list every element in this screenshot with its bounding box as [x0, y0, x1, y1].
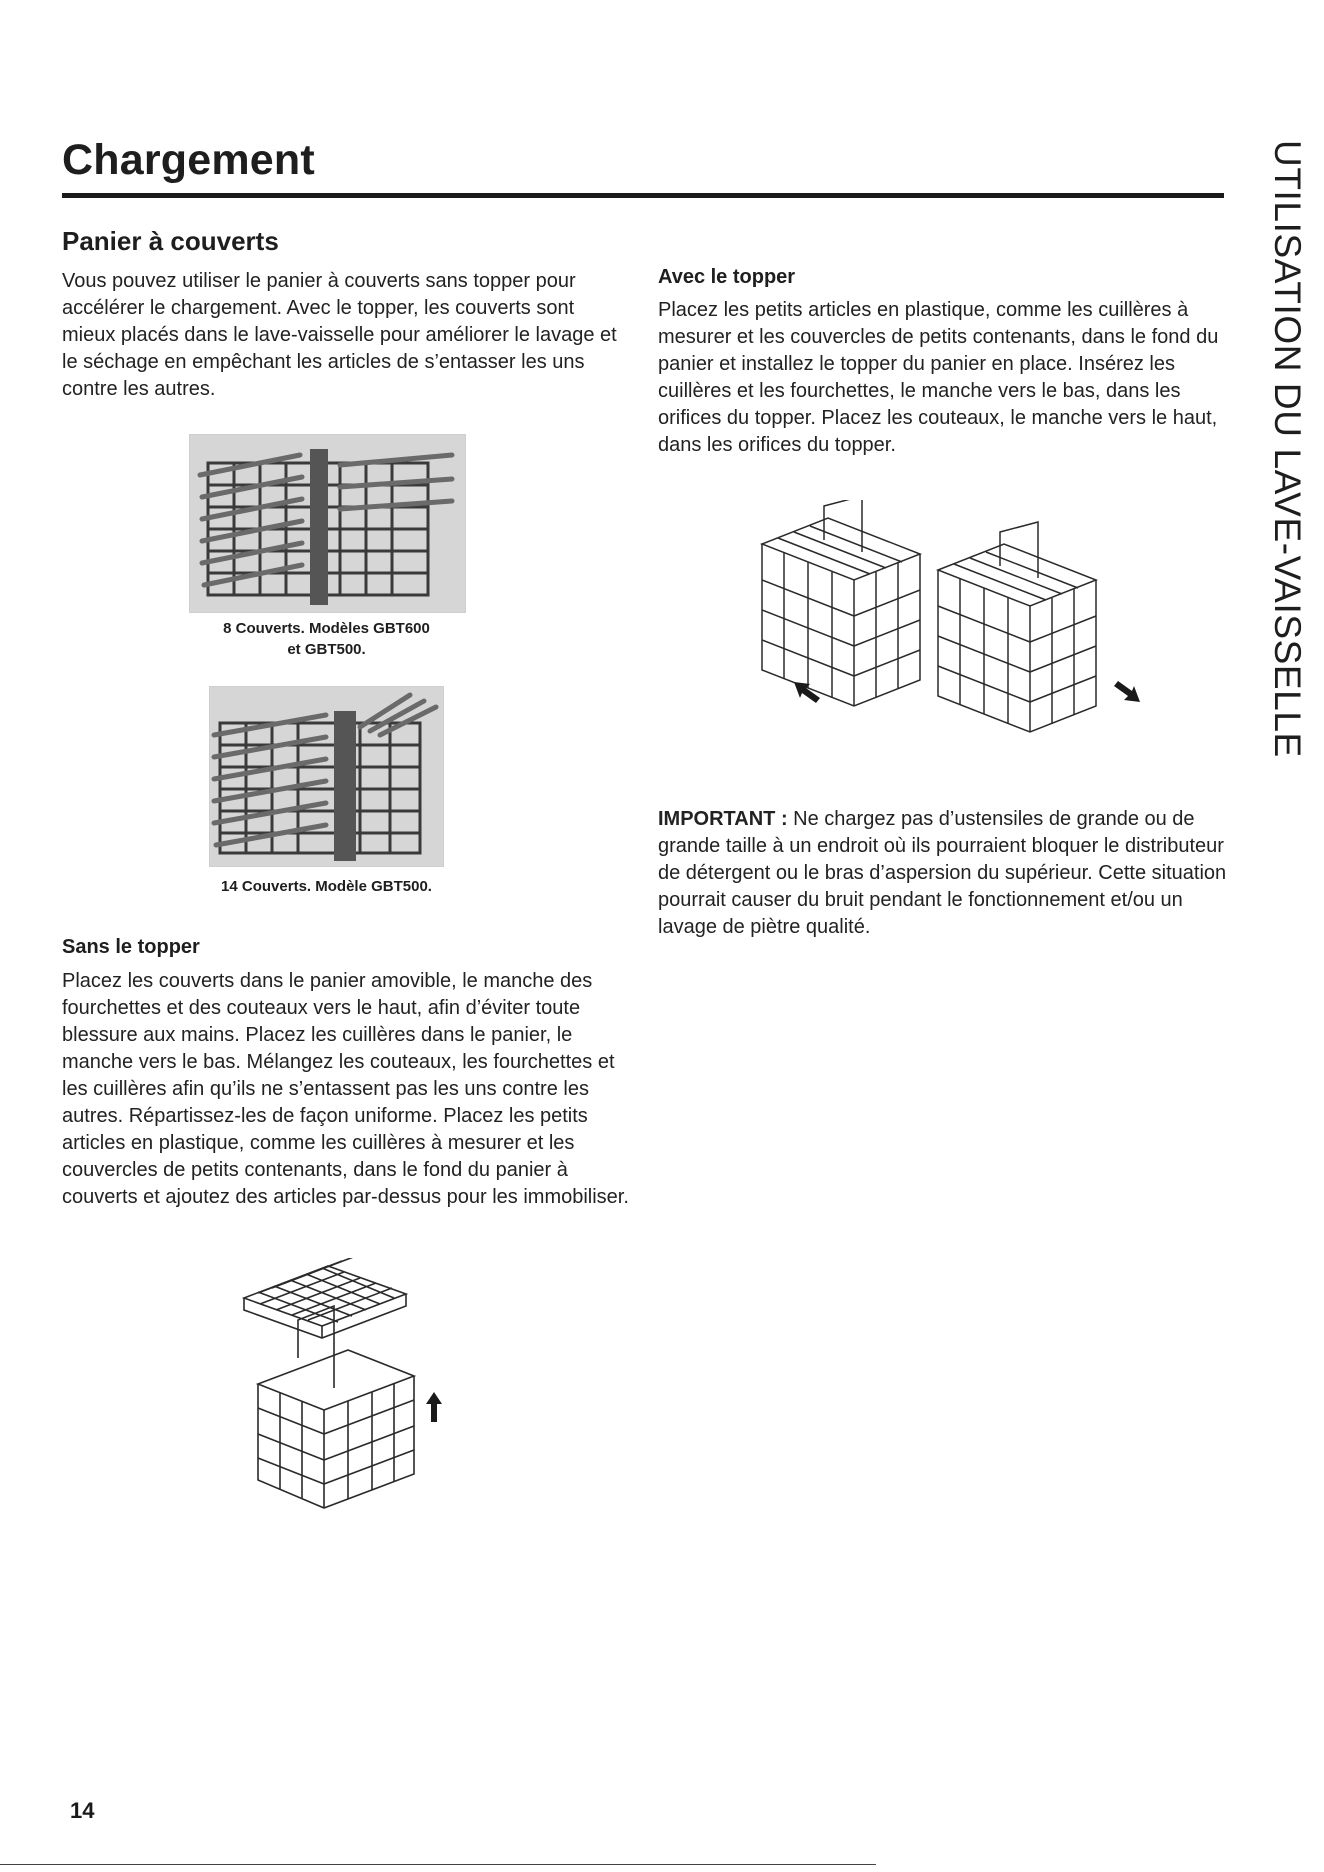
page-number: 14: [70, 1798, 95, 1823]
important-label: IMPORTANT :: [658, 808, 788, 830]
figure-caption-1: 8 Couverts. Modèles GBT600 et GBT500.: [223, 620, 430, 658]
page-title: Chargement: [62, 136, 315, 184]
sans-topper-heading: Sans le topper: [62, 936, 200, 958]
side-tab-label: UTILISATION DU LAVE-VAISSELLE: [1267, 140, 1308, 758]
side-tab: [1264, 140, 1308, 880]
title-rule: [62, 193, 1224, 198]
footer-line: [0, 1864, 876, 1865]
avec-topper-heading: Avec le topper: [658, 266, 796, 288]
photo-14-place-basket: [209, 686, 444, 867]
intro-paragraph: Vous pouvez utiliser le panier à couverts sans topper pour accélérer le chargement. Avec le topper, les couverts sont mieux placés dans le lave-vaisselle pour améliorer le lavage et le séchage en empêchant les articles de s’entasser les uns contre les autres.: [62, 270, 617, 400]
avec-topper-paragraph: Placez les petits articles en plastique, comme les cuillères à mesurer et les couvercles de petits contenants, dans le fond du panier et installez le topper du panier en place. Insérez les cuillères et les fourchettes, le manche vers le bas, dans les orifices du topper. Placez les couteaux, le manche vers le haut, dans les orifices du topper.: [658, 299, 1219, 456]
basket-split-diagram: [758, 500, 1148, 768]
section-title: Panier à couverts: [62, 226, 279, 256]
topper-removal-diagram: [238, 1258, 458, 1530]
sans-topper-paragraph: Placez les couverts dans le panier amovible, le manche des fourchettes et des couteaux vers le haut, afin d’éviter toute blessure aux mains. Placez les cuillères dans le panier, le manche vers le bas. Mélangez les couteaux, les fourchettes et les cuillères afin qu’ils ne s’entassent pas les uns contre les autres. Répartissez-les de façon uniforme. Placez les petits articles en plastique, comme les cuillères à mesurer et les couvercles de petits contenants, dans le fond du panier à couverts et ajoutez des articles par-dessus pour les immobiliser.: [62, 970, 629, 1208]
figure-caption-2: 14 Couverts. Modèle GBT500.: [221, 878, 432, 895]
important-note: [658, 806, 1228, 941]
important-text: Ne chargez pas d’ustensiles de grande ou de grande taille à un endroit où ils pourraient bloquer le distributeur de détergent ou le bras d’aspersion du supérieur. Cette situation pourrait causer du bruit pendant le fonctionnement et/ou un lavage de piètre qualité.: [658, 808, 1227, 938]
photo-8-place-basket: [189, 434, 466, 613]
